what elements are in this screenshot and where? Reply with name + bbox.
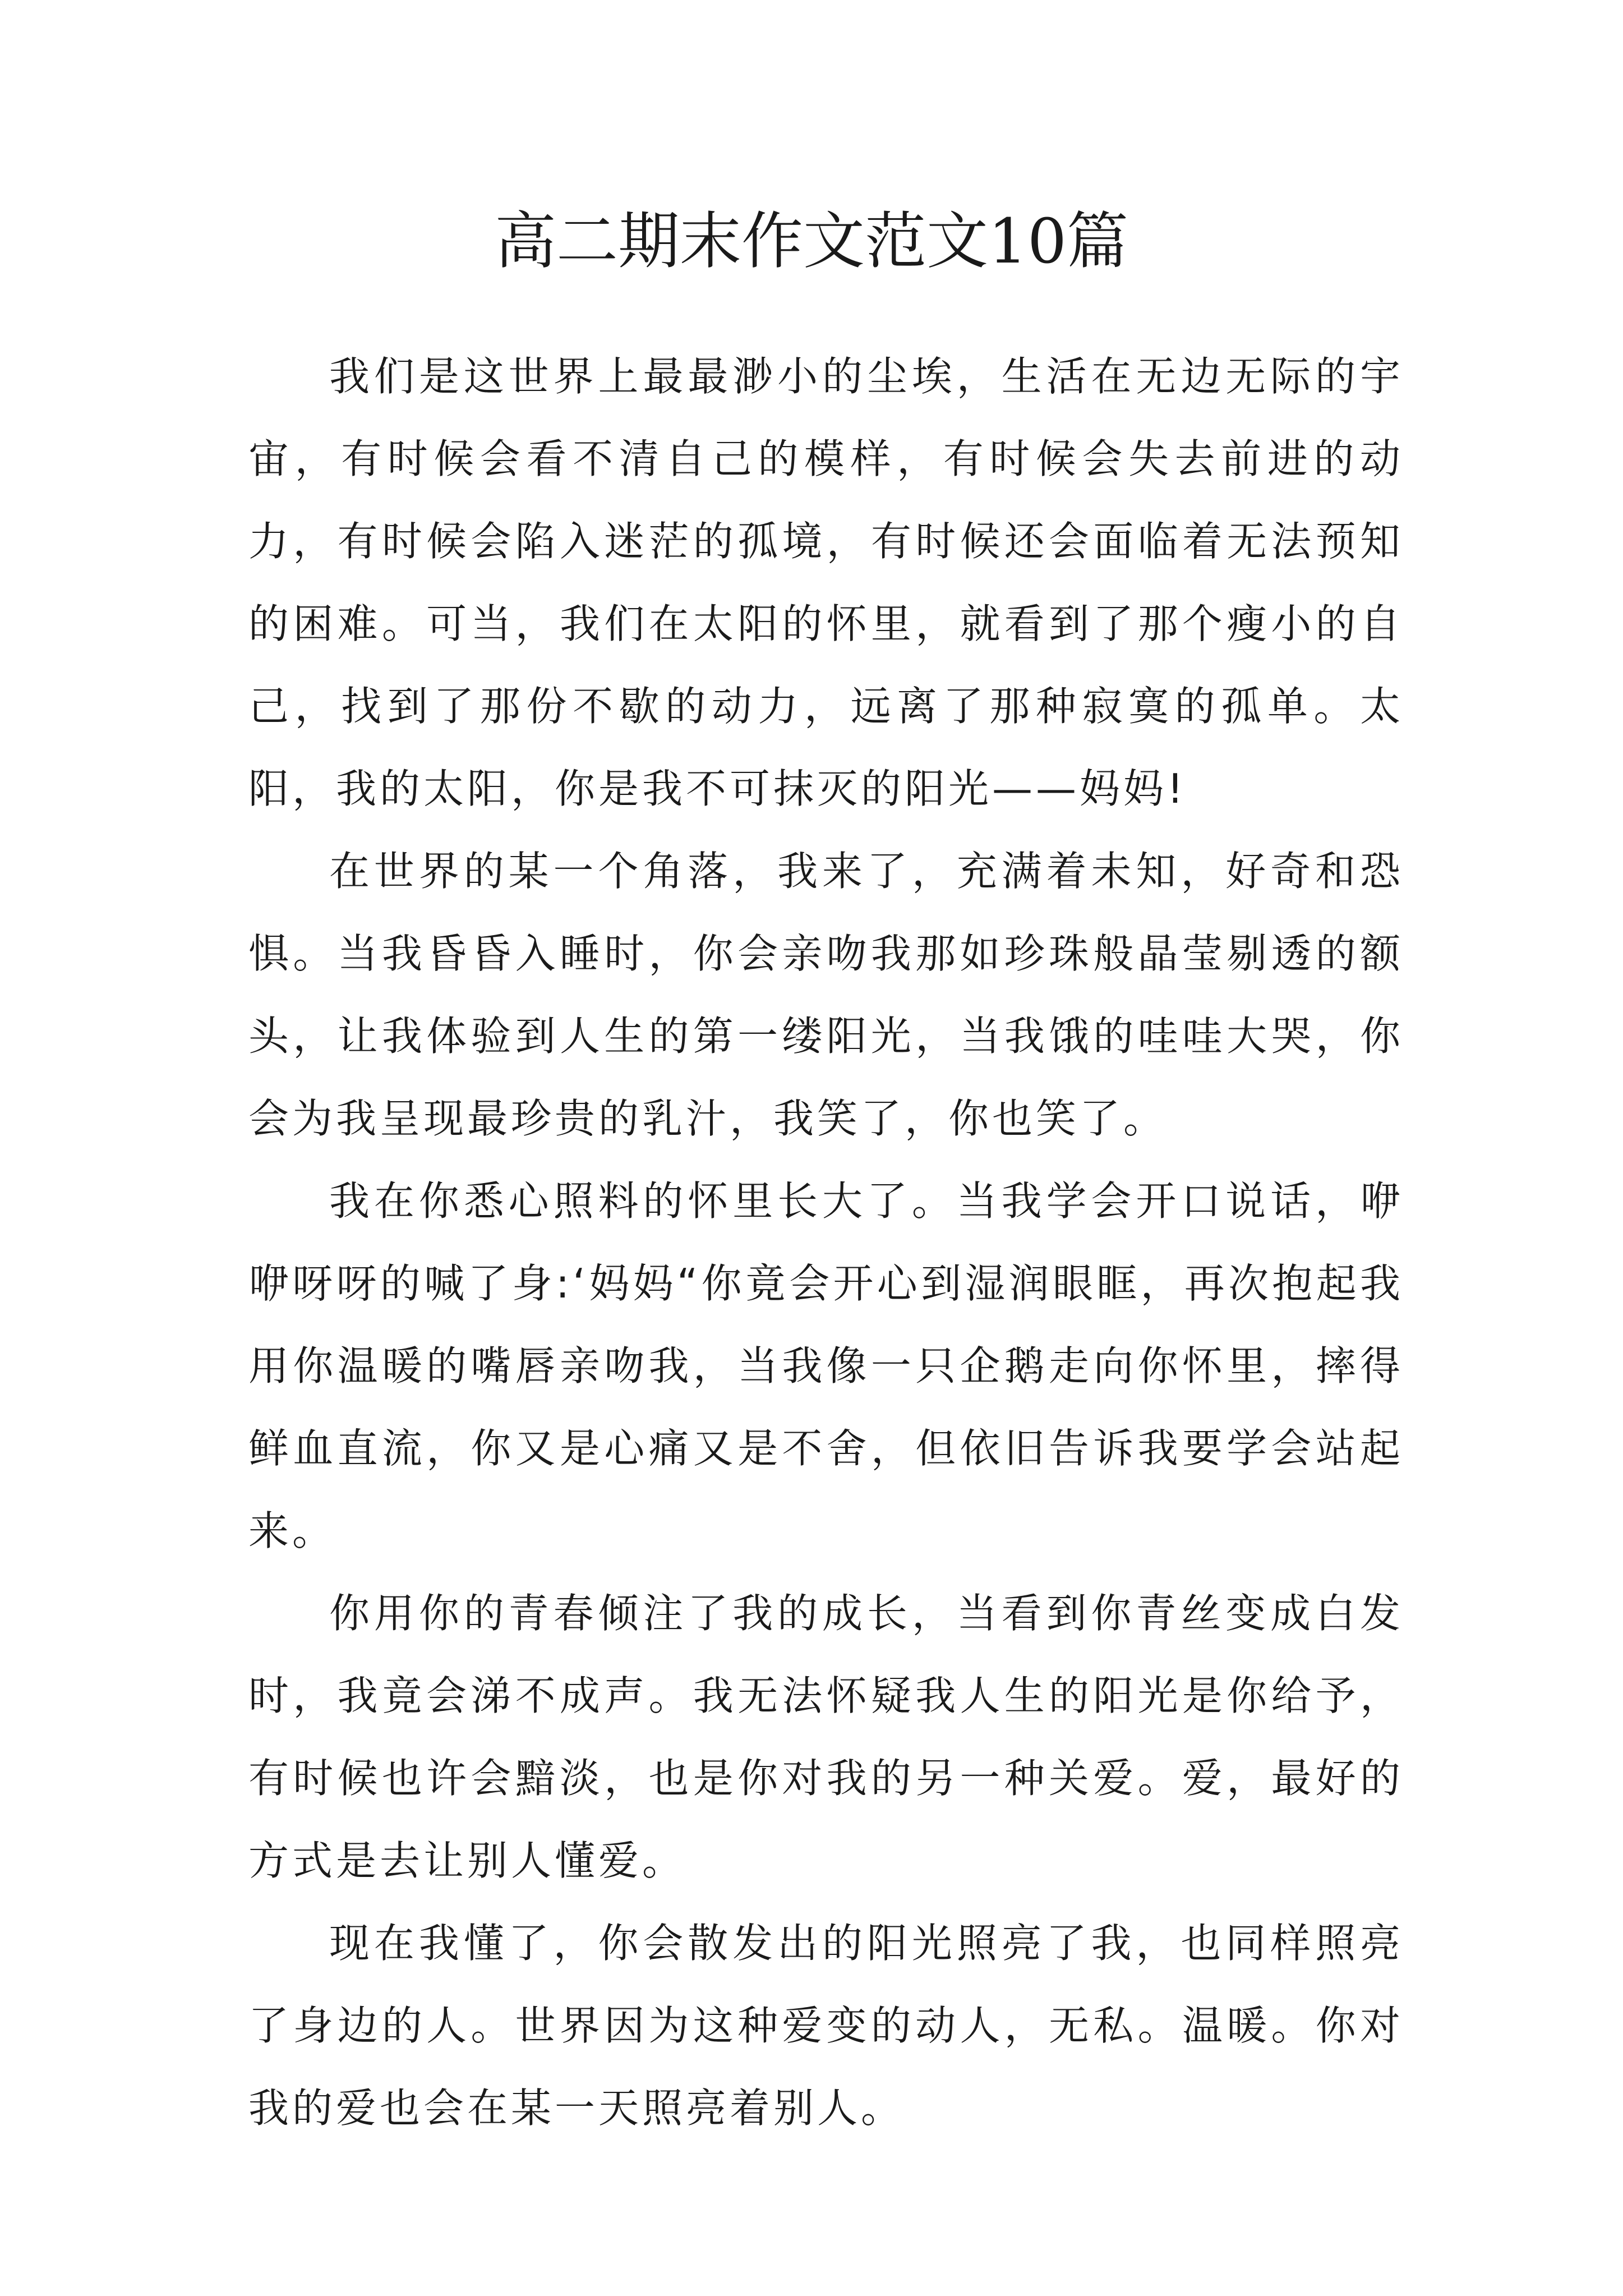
document-body	[248, 335, 1404, 2150]
paragraph: 现在我懂了，你会散发出的阳光照亮了我，也同样照亮了身边的人。世界因为这种爱变的动人，无私。温暖。你对我的爱也会在某一天照亮着别人。	[248, 1920, 1404, 2132]
paragraph: 在世界的某一个角落，我来了，充满着未知，好奇和恐惧。当我昏昏入睡时，你会亲吻我那如珍珠般晶莹剔透的额头，让我体验到人生的第一缕阳光，当我饿的哇哇大哭，你会为我呈现最珍贵的乳汁，我笑了，你也笑了。	[248, 848, 1404, 1142]
paragraph: 我在你悉心照料的怀里长大了。当我学会开口说话，咿咿呀呀的喊了身:‘妈妈“你竟会开心到湿润眼眶，再次抱起我用你温暖的嘴唇亲吻我，当我像一只企鹅走向你怀里，摔得鲜血直流，你又是心痛又是不舍，但依旧告诉我要学会站起来。	[248, 1177, 1404, 1554]
document-title: 高二期末作文范文10篇	[495, 205, 1128, 277]
paragraph: 你用你的青春倾注了我的成长，当看到你青丝变成白发时，我竟会涕不成声。我无法怀疑我人生的阳光是你给予，有时候也许会黯淡，也是你对我的另一种关爱。爱，最好的方式是去让别人懂爱。	[248, 1590, 1404, 1884]
paragraph: 我们是这世界上最最渺小的尘埃，生活在无边无际的宇宙，有时候会看不清自己的模样，有时候会失去前进的动力，有时候会陷入迷茫的孤境，有时候还会面临着无法预知的困难。可当，我们在太阳的怀里，就看到了那个瘦小的自己，找到了那份不歇的动力，远离了那种寂寞的孤单。太阳，我的太阳，你是我不可抹灭的阳光——妈妈!	[248, 353, 1404, 812]
